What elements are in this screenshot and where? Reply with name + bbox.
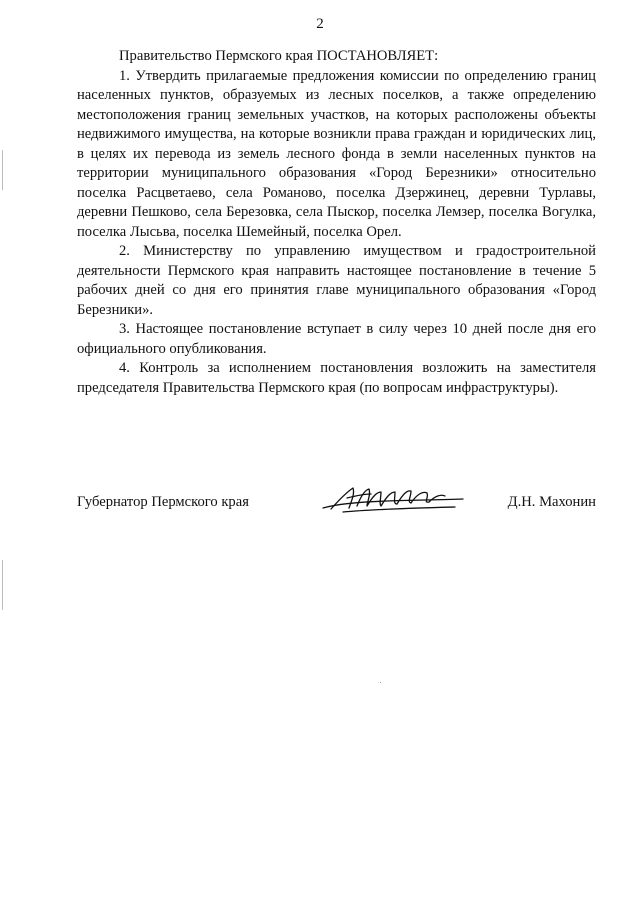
signature-block [77,494,596,524]
handwritten-signature [317,482,467,518]
paragraph-4: 4. Контроль за исполнением постановления возложить на заместителя председателя Правительства Пермского края (по вопросам инфраструктуры). [77,360,596,396]
scan-speck [380,682,381,683]
scan-edge-mark [2,150,3,190]
paragraph-1: 1. Утвердить прилагаемые предложения комиссии по определению границ населенных пунктов, образуемых из лесных поселков, а также определению местоположения границ земельных участков, на которых расположены объекты недвижимого имущества, на которые возникли права граждан и юридических лиц, в целях их перевода из земель лесного фонда в земли населенных пунктов на территории муниципального образования «Город Березники» относительно поселка Расцветаево, села Романово, поселка Дзержинец, деревни Турлавы, деревни Пешково, села Березовка, села Пыскор, поселка Лемзер, поселка Вогулка, поселка Лысьва, поселка Шемейный, поселка Орел. [77,67,596,240]
preamble: Правительство Пермского края ПОСТАНОВЛЯЕТ: [119,48,439,64]
document-body [77,47,596,398]
page-number: 2 [316,16,324,32]
signatory-title: Губернатор Пермского края [77,494,249,510]
paragraph-2: 2. Министерству по управлению имуществом и градостроительной деятельности Пермского края направить настоящее постановление в течение 5 рабочих дней со дня его принятия главе муниципального образования «Город Березники». [77,243,596,318]
paragraph-3: 3. Настоящее постановление вступает в силу через 10 дней после дня его официального опубликования. [77,321,596,357]
scan-edge-mark [2,560,3,610]
signatory-name: Д.Н. Махонин [507,494,596,510]
